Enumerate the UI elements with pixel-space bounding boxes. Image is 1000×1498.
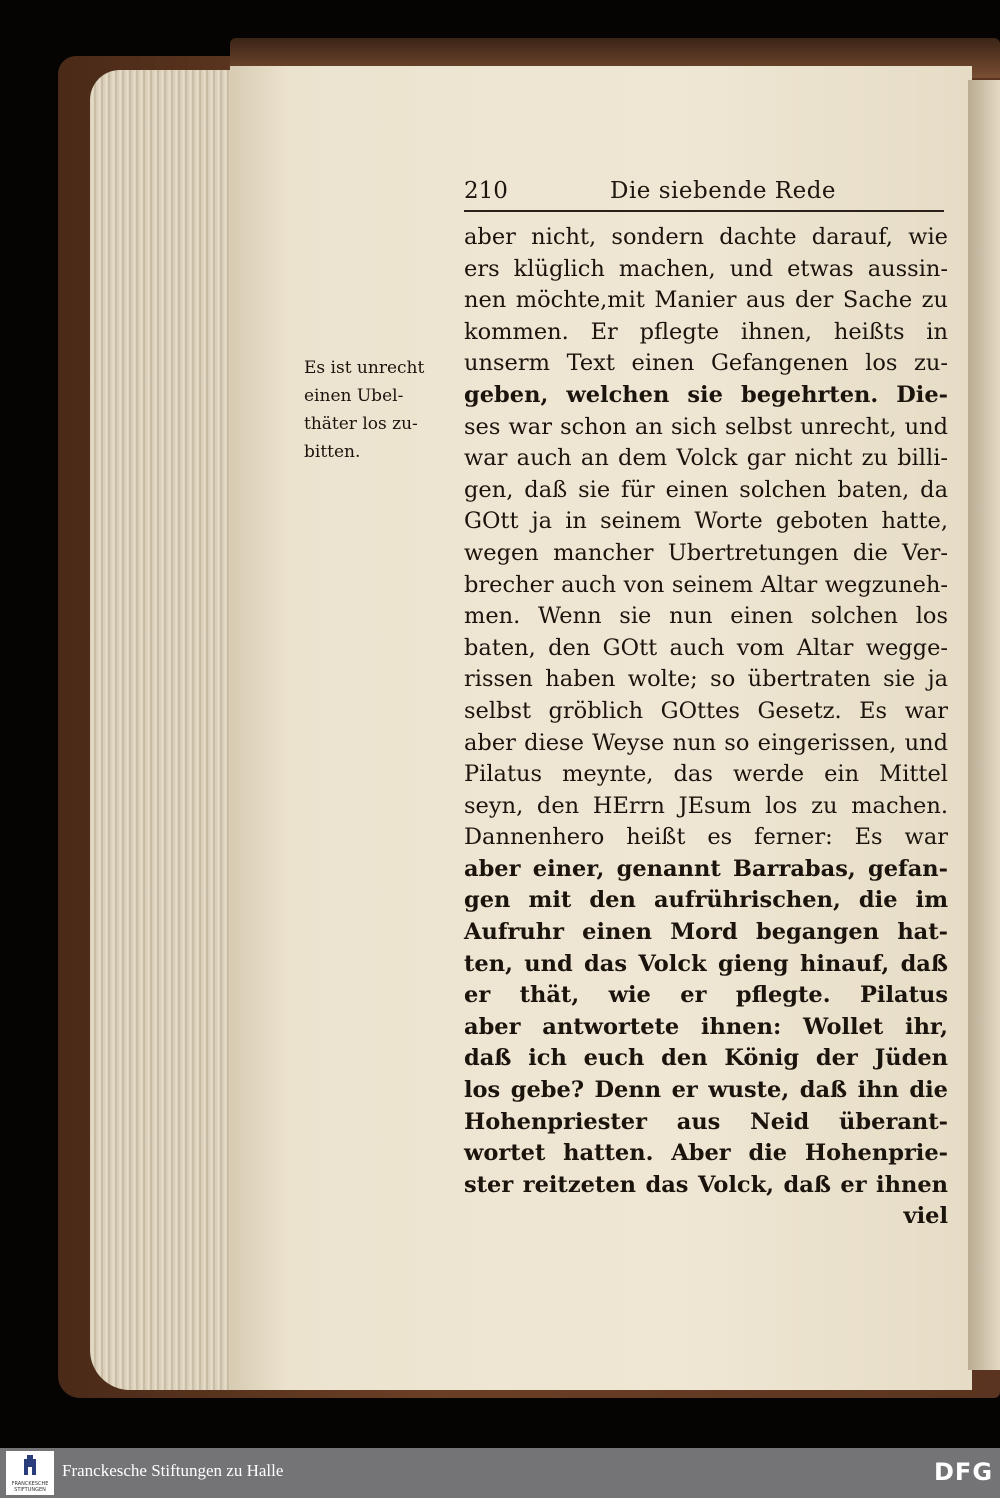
- text-line: Pilatus meynte, das werde ein Mittel: [464, 761, 948, 788]
- margin-note-line: thäter los zu-: [304, 414, 418, 434]
- text-line: er thät, wie er pflegte. Pilatus: [464, 982, 948, 1009]
- text-line: kommen. Er pflegte ihnen, heißts in: [464, 318, 948, 345]
- text-line: aber nicht, sondern dachte darauf, wie: [464, 224, 948, 250]
- text-line: rissen haben wolte; so übertraten sie ja: [464, 666, 948, 693]
- dfg-logo[interactable]: DFG: [934, 1458, 994, 1486]
- viewer-footer: [0, 1448, 1000, 1498]
- text-line: ten, und das Volck gieng hinauf, daß: [464, 950, 948, 977]
- margin-note: [304, 354, 464, 466]
- text-line: Dannenhero heißt es ferner: Es war: [464, 824, 948, 851]
- text-line: war auch an dem Volck gar nicht zu billi-: [464, 445, 948, 472]
- text-line: brecher auch von seinem Altar wegzuneh-: [464, 571, 948, 598]
- text-line: ster reitzeten das Volck, daß er ihnen: [464, 1171, 948, 1198]
- logo-text: FRANCKESCHE STIFTUNGEN: [11, 1481, 49, 1493]
- institution-logo[interactable]: [6, 1451, 54, 1495]
- text-line: aber einer, genannt Barrabas, gefan-: [464, 855, 948, 882]
- margin-note-line: bitten.: [304, 442, 361, 462]
- text-line: aber diese Weyse nun so eingerissen, und: [464, 729, 948, 756]
- page-header: [464, 178, 944, 208]
- text-line: aber antwortete ihnen: Wollet ihr,: [464, 1013, 948, 1040]
- text-line: Aufruhr einen Mord begangen hat-: [464, 919, 948, 946]
- body-text: [464, 222, 948, 1233]
- text-line: gen, daß sie für einen solchen baten, da: [464, 476, 948, 503]
- catchword: viel: [903, 1203, 948, 1230]
- text-line: selbst gröblich GOttes Gesetz. Es war: [464, 697, 948, 724]
- text-line: Hohenpriester aus Neid überant-: [464, 1108, 948, 1135]
- running-title: Die siebende Rede: [610, 178, 837, 204]
- text-line: unserm Text einen Gefangenen los zu-: [464, 350, 948, 377]
- text-line: men. Wenn sie nun einen solchen los: [464, 603, 948, 630]
- text-line: baten, den GOtt auch vom Altar wegge-: [464, 634, 948, 661]
- text-line: wegen mancher Ubertretungen die Ver-: [464, 539, 948, 566]
- text-line: GOtt ja in seinem Worte geboten hatte,: [464, 508, 948, 535]
- text-line: geben, welchen sie begehrten. Die-: [464, 381, 948, 408]
- page-number: 210: [464, 178, 508, 204]
- next-page-edge: [968, 80, 1000, 1370]
- text-line: gen mit den aufrührischen, die im: [464, 887, 948, 914]
- institution-name: Franckesche Stiftungen zu Halle: [62, 1461, 284, 1480]
- building-icon: [22, 1455, 38, 1477]
- margin-note-line: einen Ubel-: [304, 386, 404, 406]
- text-line: seyn, den HErrn JEsum los zu machen.: [464, 792, 948, 819]
- text-line: ses war schon an sich selbst unrecht, und: [464, 413, 948, 440]
- page-edges: [90, 70, 240, 1390]
- text-line: ers klüglich machen, und etwas aussin-: [464, 255, 948, 282]
- margin-note-line: Es ist unrecht: [304, 358, 425, 378]
- text-line: daß ich euch den König der Jüden: [464, 1045, 948, 1072]
- header-rule: [464, 210, 944, 212]
- text-line: los gebe? Denn er wuste, daß ihn die: [464, 1077, 948, 1104]
- text-line: wortet hatten. Aber die Hohenprie-: [464, 1140, 948, 1167]
- text-line: nen möchte,mit Manier aus der Sache zu: [464, 287, 948, 314]
